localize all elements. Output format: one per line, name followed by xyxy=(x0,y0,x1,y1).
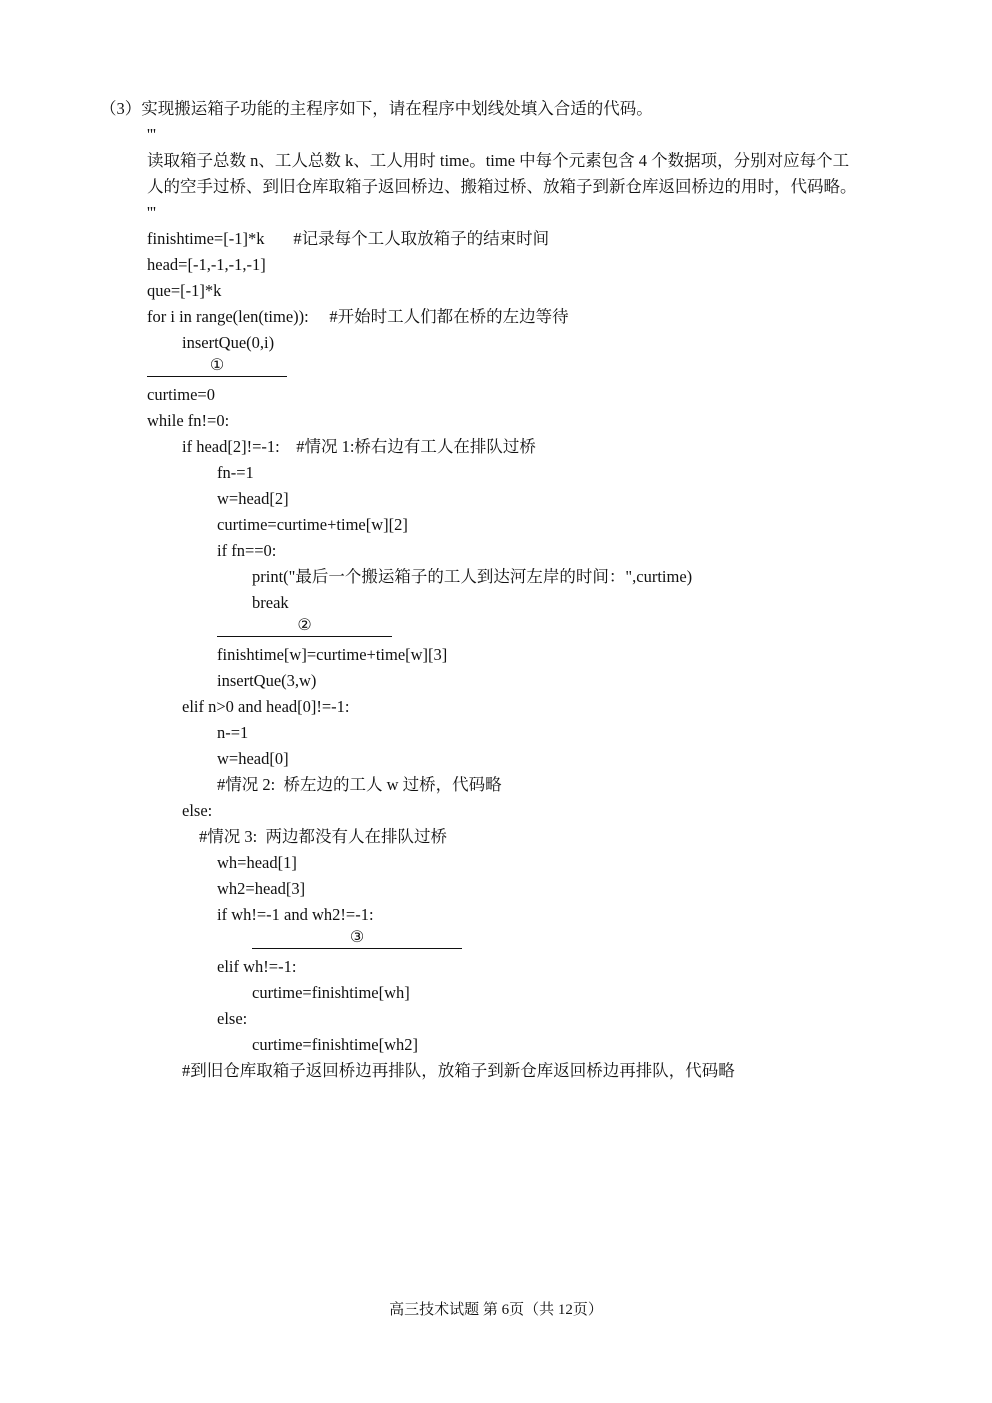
code-line-wh: wh=head[1] xyxy=(217,853,297,872)
question-intro: （3）实现搬运箱子功能的主程序如下，请在程序中划线处填入合适的代码。 xyxy=(100,99,653,118)
code-line-insertque-3: insertQue(3,w) xyxy=(217,671,317,690)
code-line-w-head0: w=head[0] xyxy=(217,749,289,768)
code-line-finishtime: finishtime=[-1]*k #记录每个工人取放箱子的结束时间 xyxy=(147,229,550,248)
code-line-while: while fn!=0: xyxy=(147,411,230,430)
code-line-wh2: wh2=head[3] xyxy=(217,879,306,898)
code-line-print: print("最后一个搬运箱子的工人到达河左岸的时间：",curtime) xyxy=(252,567,693,586)
code-line-case3-comment: #情况 3: 两边都没有人在排队过桥 xyxy=(199,827,447,846)
answer-blank-2[interactable]: ② xyxy=(217,616,392,637)
docstring-line-2: 人的空手过桥、到旧仓库取箱子返回桥边、搬箱过桥、放箱子到新仓库返回桥边的用时，代码略。 xyxy=(147,177,857,196)
code-line-elif-wh: elif wh!=-1: xyxy=(217,957,297,976)
code-line-fn-decrement: fn-=1 xyxy=(217,463,254,482)
code-line-que: que=[-1]*k xyxy=(147,281,222,300)
code-line-else: else: xyxy=(182,801,213,820)
code-line-w-head2: w=head[2] xyxy=(217,489,289,508)
code-line-head: head=[-1,-1,-1,-1] xyxy=(147,255,266,274)
code-line-n-decrement: n-=1 xyxy=(217,723,249,742)
code-line-if-both: if wh!=-1 and wh2!=-1: xyxy=(217,905,374,924)
code-line-case1-if: if head[2]!=-1: #情况 1:桥右边有工人在排队过桥 xyxy=(182,437,536,456)
code-line-case2-comment: #情况 2: 桥左边的工人 w 过桥，代码略 xyxy=(217,775,502,794)
page-footer: 高三技术试题 第 6页（共 12页） xyxy=(389,1302,603,1318)
code-line-if-fn-zero: if fn==0: xyxy=(217,541,277,560)
docstring-close: ''' xyxy=(147,203,156,222)
code-line-for-loop: for i in range(len(time)): #开始时工人们都在桥的左边等待 xyxy=(147,307,569,326)
code-line-final-comment: #到旧仓库取箱子返回桥边再排队，放箱子到新仓库返回桥边再排队，代码略 xyxy=(182,1061,735,1080)
docstring-open: ''' xyxy=(147,125,156,144)
answer-blank-3[interactable]: ③ xyxy=(252,928,462,949)
code-line-inner-else: else: xyxy=(217,1009,248,1028)
docstring-line-1: 读取箱子总数 n、工人总数 k、工人用时 time。time 中每个元素包含 4 个数据项，分别对应每个工 xyxy=(147,151,850,170)
code-line-insertque-init: insertQue(0,i) xyxy=(182,333,275,352)
code-line-finishtime-update: finishtime[w]=curtime+time[w][3] xyxy=(217,645,448,664)
answer-blank-1[interactable]: ① xyxy=(147,356,287,377)
code-line-break: break xyxy=(252,593,289,612)
code-line-curtime-wh2: curtime=finishtime[wh2] xyxy=(252,1035,419,1054)
code-line-elif-left: elif n>0 and head[0]!=-1: xyxy=(182,697,350,716)
code-line-curtime-init: curtime=0 xyxy=(147,385,215,404)
code-line-curtime-update: curtime=curtime+time[w][2] xyxy=(217,515,408,534)
code-line-curtime-wh: curtime=finishtime[wh] xyxy=(252,983,410,1002)
